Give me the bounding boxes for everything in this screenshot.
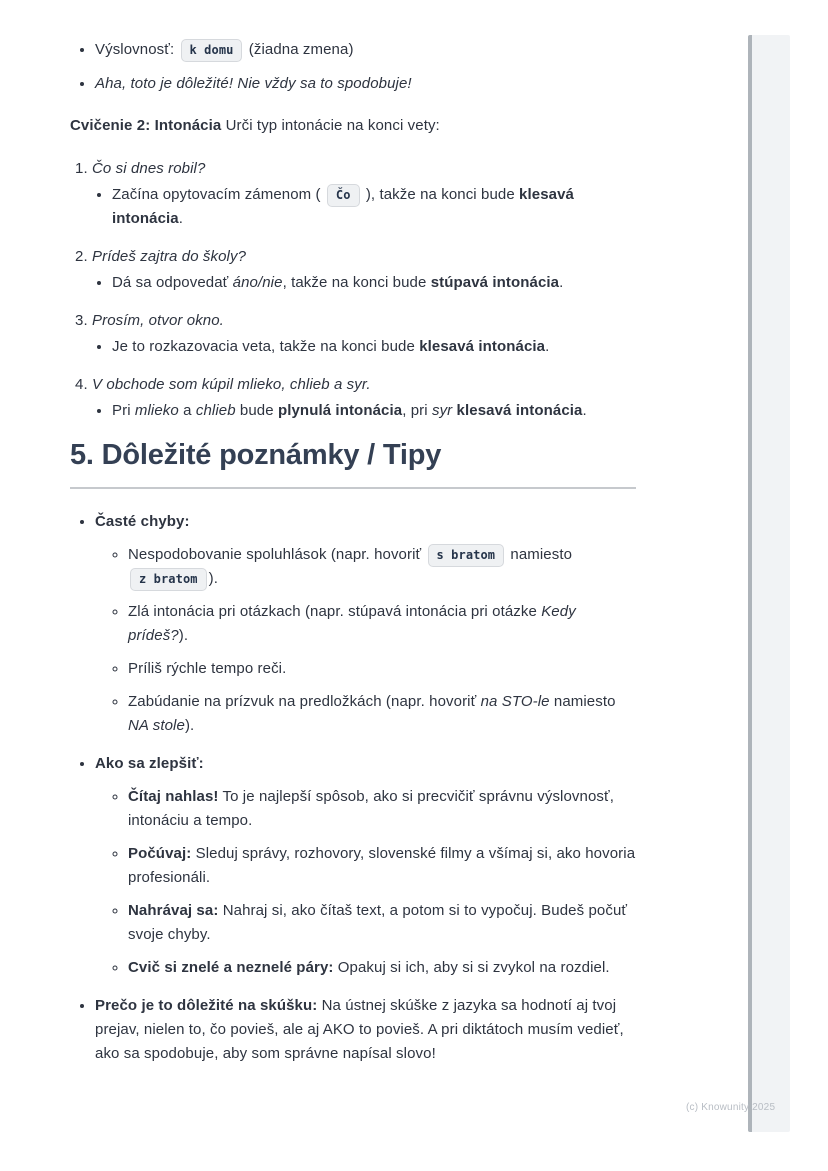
- exercise-intro: Cvičenie 2: Intonácia Urči typ intonácie na konci vety:: [70, 117, 440, 134]
- exercise-answer: • Začína opytovacím zámenom ( Čo ), takže na konci bude klesavá intonácia.: [112, 183, 636, 231]
- document-content: [70, 38, 636, 1080]
- tip-subitem: ◦ Nahrávaj sa: Nahraj si, ako čítaš text, a potom si to vypočuj. Budeš počuť svoje chyby.: [128, 899, 636, 947]
- exercise-question: 1. Čo si dnes robil?: [92, 160, 206, 177]
- tip-item: [95, 994, 636, 1066]
- exercise-question: 3. Prosím, otvor okno.: [92, 312, 224, 329]
- exercise-answer-list: [92, 271, 636, 295]
- exercise-item: [92, 309, 636, 359]
- footer-credit: (c) Knowunity 2025: [686, 1102, 776, 1113]
- exercise-answer: • Dá sa odpovedať áno/nie, takže na konci bude stúpavá intonácia.: [112, 271, 636, 295]
- tip-subitem: ◦ Čítaj nahlas! To je najlepší spôsob, ako si precvičiť správnu výslovnosť, intonáciu a tempo.: [128, 785, 636, 833]
- exercise-answer-list: [92, 335, 636, 359]
- exercise-item: [92, 157, 636, 231]
- tip-sublist: [95, 785, 636, 980]
- list-item: • Aha, toto je dôležité! Nie vždy sa to spodobuje!: [95, 72, 636, 96]
- list-item: • Výslovnosť: k domu (žiadna zmena): [95, 38, 636, 62]
- tip-subitem: ◦ Zabúdanie na prízvuk na predložkách (napr. hovoriť na STO-le namiesto NA stole).: [128, 690, 636, 738]
- tip-sublist: [95, 543, 636, 738]
- exercise-question: 4. V obchode som kúpil mlieko, chlieb a syr.: [92, 376, 371, 393]
- exercise-item: [92, 373, 636, 423]
- tip-subitem: ◦ Cvič si znelé a neznelé páry: Opakuj si ich, aby si si zvykol na rozdiel.: [128, 956, 636, 980]
- tip-subitem: ◦ Príliš rýchle tempo reči.: [128, 657, 636, 681]
- tip-label: • Ako sa zlepšiť:: [95, 755, 204, 772]
- tip-subitem: ◦ Zlá intonácia pri otázkach (napr. stúpavá intonácia pri otázke Kedy prídeš?).: [128, 600, 636, 648]
- exercise-numbered-list: [70, 157, 636, 423]
- tip-subitem: ◦ Nespodobovanie spoluhlások (napr. hovoriť s bratom namiesto z bratom ).: [128, 543, 636, 591]
- exercise-item: [92, 245, 636, 295]
- exercise-question: 2. Prídeš zajtra do školy?: [92, 248, 247, 265]
- tip-label: • Časté chyby:: [95, 513, 190, 530]
- exercise-answer: • Je to rozkazovacia veta, takže na konci bude klesavá intonácia.: [112, 335, 636, 359]
- intro-bullet-list: [70, 38, 636, 96]
- tip-label: • Prečo je to dôležité na skúšku: Na ústnej skúške z jazyka sa hodnotí aj tvoj prejav, nielen to, čo povieš, ale aj AKO to povieš. A pri diktátoch musím vedieť, ako sa spodobuje, aby som správne napísal slovo!: [95, 997, 624, 1062]
- exercise-answer-list: [92, 399, 636, 423]
- exercise-answer-list: [92, 183, 636, 231]
- section-heading: 5. Dôležité poznámky / Tipy: [70, 437, 636, 489]
- inline-code-chip: s bratom: [428, 544, 505, 567]
- inline-code-chip: z bratom: [130, 568, 207, 591]
- exercise-answer: • Pri mlieko a chlieb bude plynulá intonácia, pri syr klesavá intonácia.: [112, 399, 636, 423]
- inline-code-chip: k domu: [181, 39, 243, 62]
- tips-list: [70, 510, 636, 1066]
- scrollbar-track[interactable]: [748, 35, 790, 1132]
- tip-subitem: ◦ Počúvaj: Sleduj správy, rozhovory, slovenské filmy a všímaj si, ako hovoria profesionáli.: [128, 842, 636, 890]
- inline-code-chip: Čo: [327, 184, 360, 207]
- tip-item: [95, 752, 636, 980]
- tip-item: [95, 510, 636, 738]
